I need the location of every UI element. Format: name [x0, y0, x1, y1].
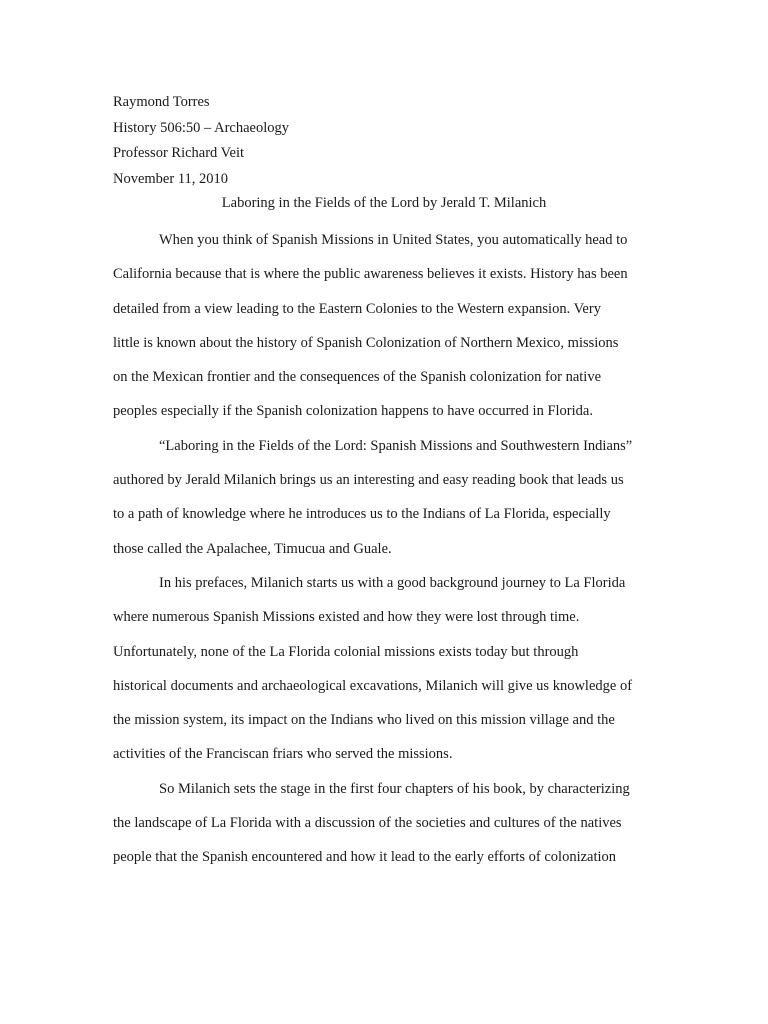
paragraph-first-line: When you think of Spanish Missions in United States, you automatically head to: [159, 232, 628, 248]
text-line: Unfortunately, none of the La Florida colonial missions exists today but through: [113, 643, 579, 660]
text-line: the landscape of La Florida with a discussion of the societies and cultures of the natives: [113, 815, 622, 832]
text-line: California because that is where the public awareness believes it exists. History has been: [113, 266, 628, 283]
text-line: activities of the Franciscan friars who served the missions.: [113, 746, 453, 763]
paragraph-first-line: “Laboring in the Fields of the Lord: Spanish Missions and Southwestern Indians”: [159, 437, 633, 454]
text-line: peoples especially if the Spanish colonization happens to have occurred in Florida.: [113, 403, 593, 420]
document-body: [113, 229, 633, 881]
paragraph-first-line: So Milanich sets the stage in the first four chapters of his book, by characterizing: [159, 780, 630, 797]
text-line: people that the Spanish encountered and how it lead to the early efforts of colonization: [113, 849, 617, 866]
text-line: little is known about the history of Spanish Colonization of Northern Mexico, missions: [113, 334, 619, 351]
author-name: Raymond Torres: [113, 94, 210, 110]
document-title: Laboring in the Fields of the Lord by Jerald T. Milanich: [221, 195, 547, 211]
text-line: to a path of knowledge where he introduces us to the Indians of La Florida, especially: [113, 506, 611, 523]
text-line: those called the Apalachee, Timucua and Guale.: [113, 540, 392, 557]
text-line: authored by Jerald Milanich brings us an interesting and easy reading book that leads us: [113, 472, 624, 489]
document-header: [113, 90, 673, 192]
paragraph-first-line: In his prefaces, Milanich starts us with a good background journey to La Florida: [159, 574, 626, 591]
text-line: on the Mexican frontier and the consequences of the Spanish colonization for native: [113, 369, 602, 386]
text-line: the mission system, its impact on the Indians who lived on this mission village and the: [113, 712, 615, 729]
professor-name: Professor Richard Veit: [113, 145, 245, 161]
document-title-row: [0, 192, 768, 214]
course-name: History 506:50 – Archaeology: [113, 119, 289, 136]
document-date: November 11, 2010: [113, 170, 229, 187]
text-line: where numerous Spanish Missions existed and how they were lost through time.: [113, 609, 580, 626]
text-line: detailed from a view leading to the Eastern Colonies to the Western expansion. Very: [113, 300, 601, 317]
text-line: historical documents and archaeological excavations, Milanich will give us knowledge of: [113, 677, 633, 694]
